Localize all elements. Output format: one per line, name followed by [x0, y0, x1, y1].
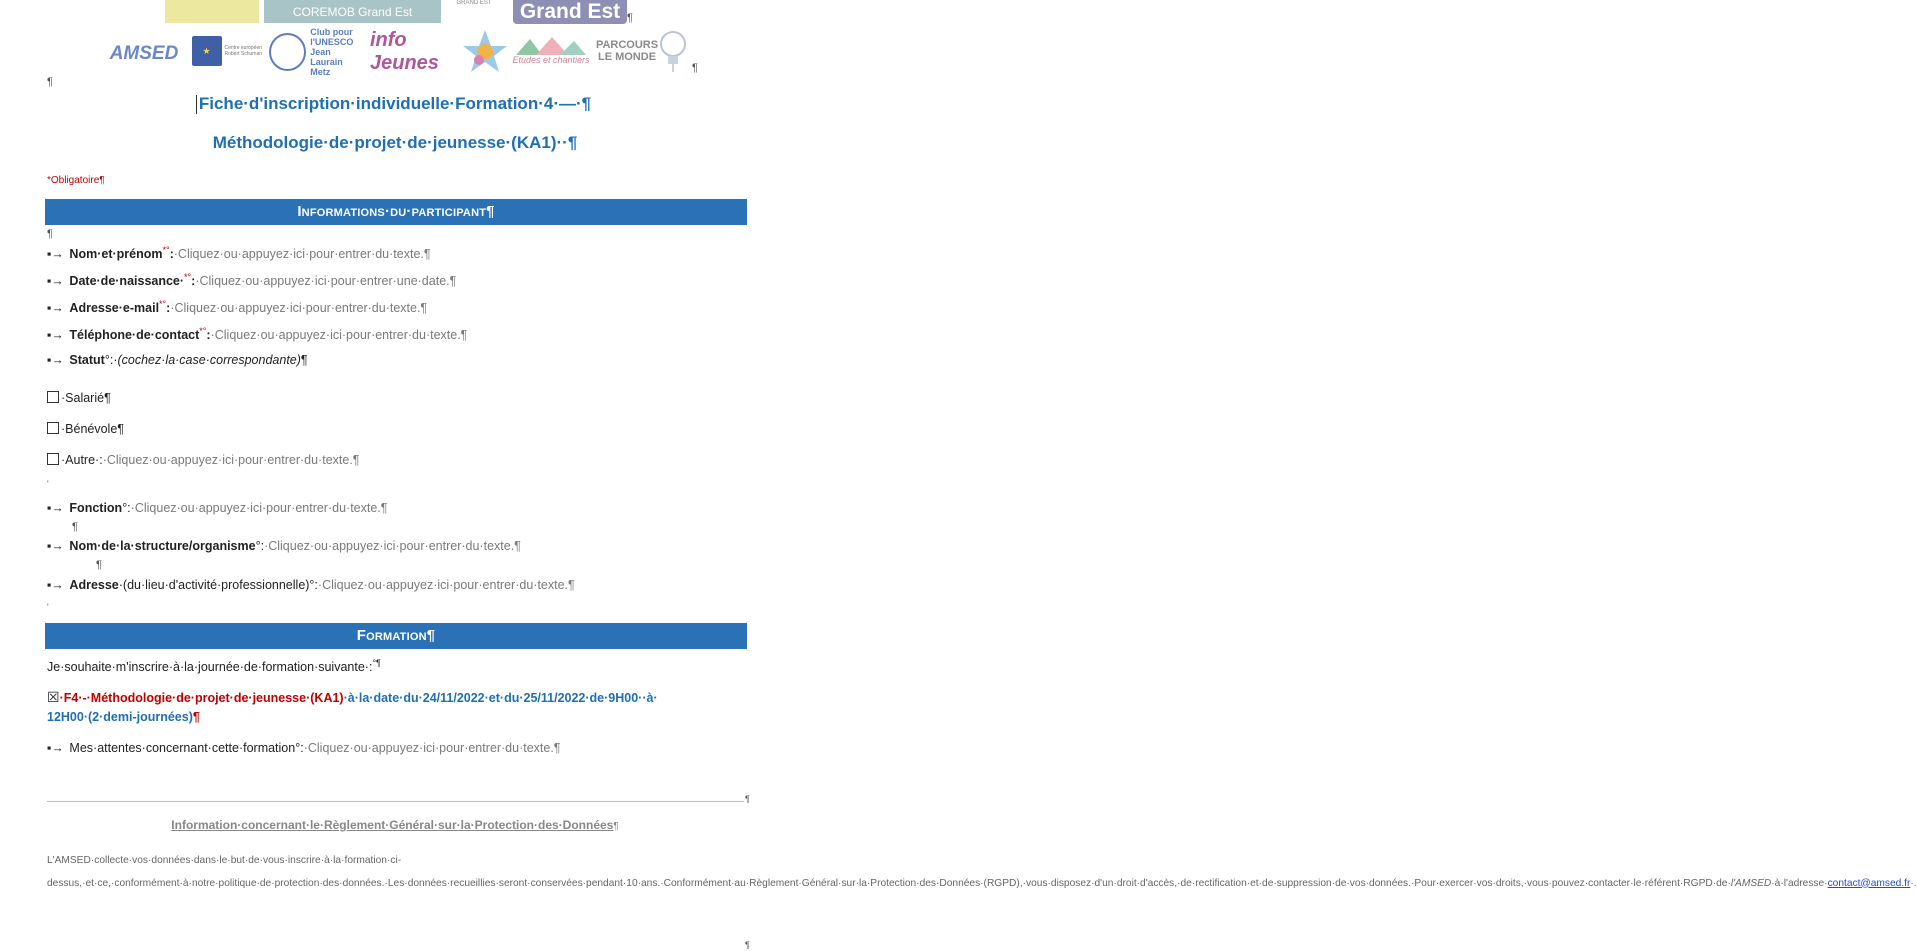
pilcrow: ¶ [47, 228, 53, 240]
placeholder-text[interactable]: ·Cliquez·ou·appuyez·ici·pour·entrer·du·texte.¶ [130, 501, 388, 515]
placeholder-text[interactable]: ·Cliquez·ou·appuyez·ici·pour·entrer·du·texte.¶ [170, 301, 428, 316]
pilcrow: ¶ [745, 940, 750, 950]
field-structure[interactable]: ▪→ Nom·de·la·structure/organisme°:·Cliquez·ou·appuyez·ici·pour·entrer·du·texte.¶ [47, 539, 521, 553]
unesco-circle-icon [269, 33, 306, 71]
bullet-arrow-icon: ▪→ [47, 301, 64, 316]
field-fonction[interactable]: ▪→ Fonction°:·Cliquez·ou·appuyez·ici·pour·entrer·du·texte.¶ [47, 501, 388, 515]
field-statut: ▪→ Statut°:·(cochez·la·case·correspondante)¶ [47, 353, 308, 367]
section-participant-header: Informations·du·participant¶ [45, 199, 747, 225]
divider [47, 801, 744, 802]
field-date-naissance[interactable]: ▪→ Date·de·naissance·*°:·Cliquez·ou·appuyez·ici·pour·entrer·une·date.¶ [47, 272, 457, 289]
placeholder-text[interactable]: ·Cliquez·ou·appuyez·ici·pour·entrer·du·texte.¶ [173, 247, 431, 262]
logo-etudes-chantiers: Etudes et chantiers [508, 30, 594, 70]
document-subtitle: Méthodologie·de·projet·de·jeunesse·(KA1)··¶ [212, 133, 578, 152]
logo-parcours-le-monde: PARCOURS LE MONDE [595, 39, 659, 63]
checkbox-icon[interactable] [47, 391, 59, 403]
bullet-arrow-icon: ▪→ [47, 501, 64, 515]
bullet-arrow-icon: ▪→ [47, 247, 64, 262]
session-option[interactable]: ☒·F4·-·Méthodologie·de·projet·de·jeunesse·(KA1)·à·la·date·du·24/11/2022·et·du·25/11/2022·de·9H00··à· 12H00·(2·demi-journées)¶ [47, 689, 658, 724]
pilcrow: ¶ [47, 76, 53, 88]
pilcrow: ¶ [96, 559, 102, 571]
checkbox-icon[interactable] [47, 422, 59, 434]
pilcrow: ¶ [72, 521, 78, 533]
placeholder-text[interactable]: ·Cliquez·ou·appuyez·ici·pour·entrer·du·texte.¶ [264, 539, 521, 553]
bullet-arrow-icon: ▪→ [47, 328, 64, 343]
bullet-arrow-icon: ▪→ [47, 353, 64, 367]
bullet-arrow-icon: ▪→ [47, 539, 64, 553]
logo-europe: ★ Centre européen Robert Schuman [191, 34, 265, 68]
logo-yellow [165, 0, 259, 23]
logo-infojeunes: info Jeunes [370, 29, 439, 74]
option-benevole[interactable]: ·Bénévole¶ [47, 422, 124, 436]
placeholder-text[interactable]: ·Cliquez·ou·appuyez·ici·pour·entrer·du·texte.¶ [317, 578, 575, 592]
field-telephone[interactable]: ▪→ Téléphone·de·contact*°:·Cliquez·ou·appuyez·ici·pour·entrer·du·texte.¶ [47, 326, 468, 343]
pilcrow: ¶ [745, 794, 750, 804]
pilcrow: ¶ [627, 12, 633, 24]
field-attentes[interactable]: ▪→ Mes·attentes·concernant·cette·formation°:·Cliquez·ou·appuyez·ici·pour·entrer·du·texte.¶ [47, 741, 561, 755]
pilcrow: ¶ [692, 62, 698, 74]
eu-flag-icon: ★ [192, 36, 222, 66]
rgpd-heading: Information·concernant·le·Règlement·Général·sur·la·Protection·des·Données¶ [171, 818, 619, 832]
bullet-arrow-icon: ▪→ [47, 741, 64, 755]
placeholder-text[interactable]: ·Cliquez·ou·appuyez·ici·pour·entrer·du·texte.¶ [210, 328, 468, 343]
field-nom-prenom[interactable]: ▪→ Nom·et·prénom*°:·Cliquez·ou·appuyez·ici·pour·entrer·du·texte.¶ [47, 245, 431, 262]
placeholder-text[interactable]: ·Cliquez·ou·appuyez·ici·pour·entrer·une·date.¶ [195, 274, 457, 289]
document-title: Fiche·d'inscription·individuelle·Formation·4·—·¶ [198, 94, 592, 113]
required-note: *Obligatoire¶ [47, 175, 105, 186]
logo-amsed: AMSED [109, 43, 179, 64]
logo-lightbulb [656, 28, 690, 74]
rgpd-body: L'AMSED·collecte·vos·données·dans·le·but·de·vous·inscrire·à·la·formation·ci-dessus,·et·ce,·conformément·à·notre·politique·de·protection·des·données.·Les·données·recueillies·seront·conservées·pendant·10·ans.·Conformément·au·Règlement·Général·sur·la·Protection·des·Données·(RGPD),·vous·disposez·d'un·droit·d'accès,·de·rectification·et·de·suppression·de·vos·données.·Pour·exercer·vos·droits,·vous·pouvez·contacter·le·référent·RGPD·de·l'AMSED·à·l'adresse·contact@amsed.fr·. [47, 855, 1917, 889]
placeholder-text[interactable]: ·Cliquez·ou·appuyez·ici·pour·entrer·du·texte.¶ [303, 741, 561, 755]
logo-grandest-small: GRAND EST [456, 0, 492, 6]
logo-unesco: Club pour l'UNESCO Jean Laurain Metz [269, 30, 365, 74]
mountains-icon [516, 35, 586, 55]
placeholder-text[interactable]: ·Cliquez·ou·appuyez·ici·pour·entrer·du·texte.¶ [102, 453, 360, 467]
paragraph-mark: ' [47, 479, 49, 489]
checked-checkbox-icon[interactable]: ☒ [47, 689, 60, 705]
email-link[interactable]: contact@amsed.fr [1827, 877, 1911, 889]
logo-coremob [264, 0, 441, 23]
logo-coremob-text: COREMOB Grand Est [292, 4, 413, 19]
logo-eristain [463, 28, 507, 74]
field-email[interactable]: ▪→ Adresse·e-mail*°:·Cliquez·ou·appuyez·ici·pour·entrer·du·texte.¶ [47, 299, 428, 316]
bullet-arrow-icon: ▪→ [47, 274, 64, 289]
checkbox-icon[interactable] [47, 453, 59, 465]
field-adresse[interactable]: ▪→ Adresse·(du·lieu·d'activité·professionnelle)°:·Cliquez·ou·appuyez·ici·pour·entrer·du·texte.¶ [47, 578, 575, 592]
logo-grandest: Grand Est [513, 0, 627, 24]
lightbulb-icon [658, 29, 688, 73]
paragraph-mark: ' [47, 602, 49, 612]
option-autre[interactable]: ·Autre·:·Cliquez·ou·appuyez·ici·pour·entrer·du·texte.¶ [47, 453, 360, 467]
section-formation-header: Formation¶ [45, 623, 747, 649]
bullet-arrow-icon: ▪→ [47, 578, 64, 592]
formation-wish: Je·souhaite·m'inscrire·à·la·journée·de·formation·suivante·:°¶ [47, 658, 381, 675]
option-salarie[interactable]: ·Salarié¶ [47, 391, 111, 405]
